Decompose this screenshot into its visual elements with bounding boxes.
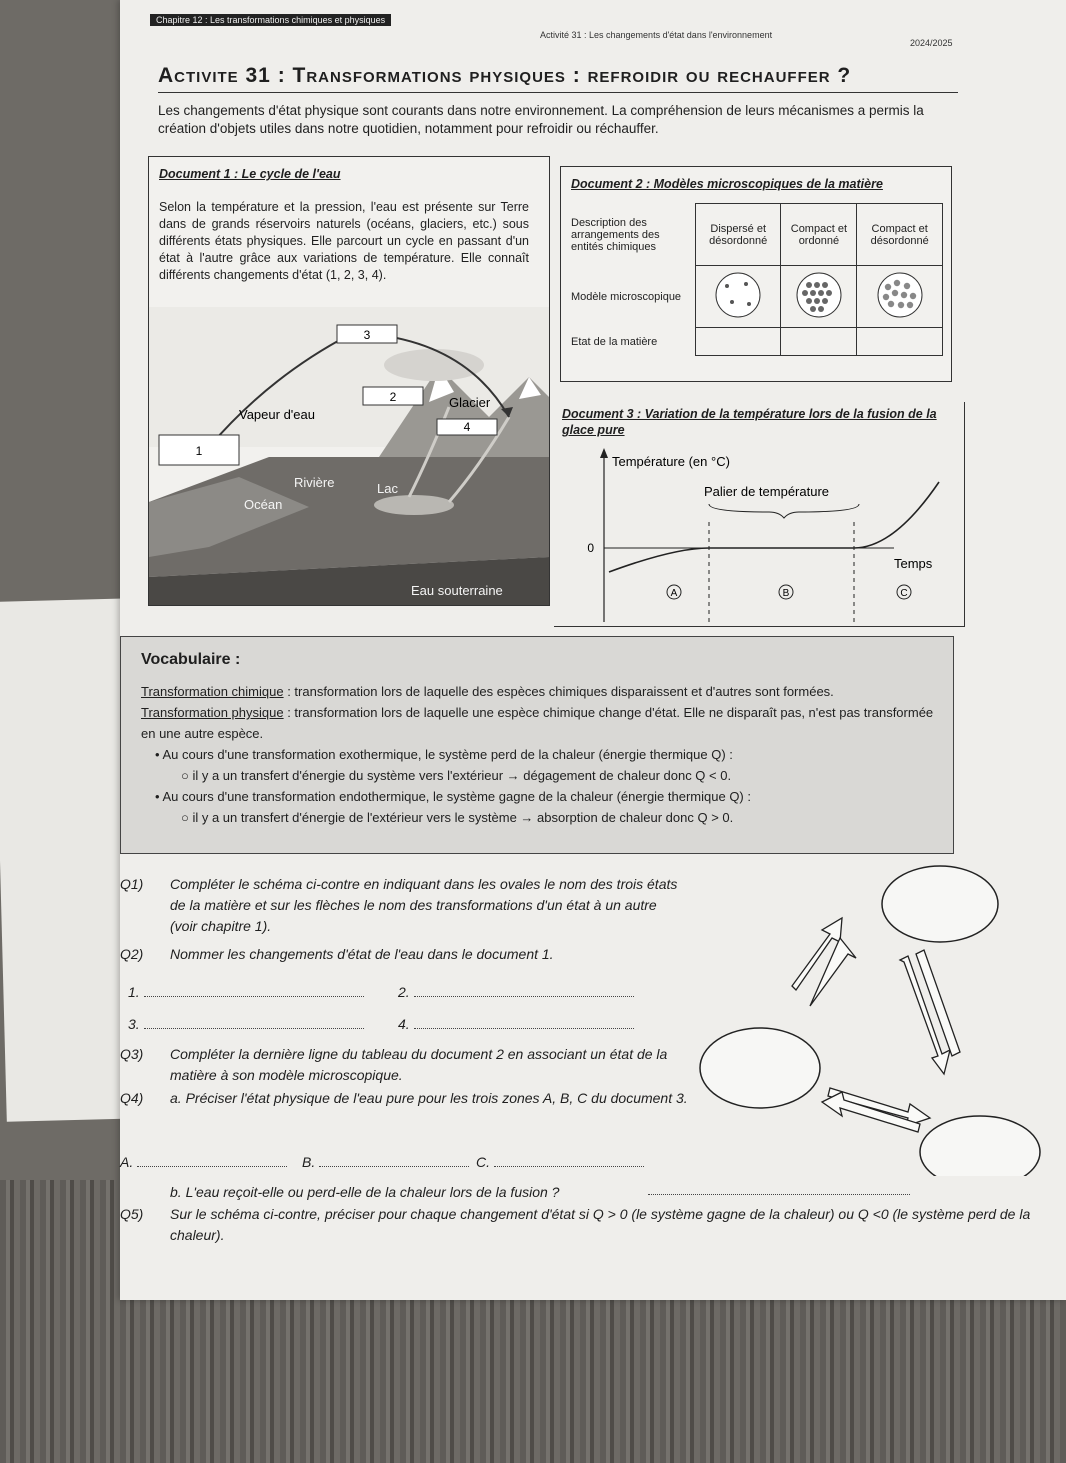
q2-label-3: 3. (128, 1016, 140, 1032)
chapter-header: Chapitre 12 : Les transformations chimiques et physiques (150, 14, 391, 26)
zone-c: C (900, 588, 908, 599)
zone-a: A (670, 588, 678, 599)
vocab-bullet-2: • Au cours d'une transformation endothermique, le système gagne de la chaleur (énergie thermique Q) : (155, 789, 751, 804)
vocab-physical (141, 702, 941, 744)
zone-b: B (782, 588, 790, 599)
label-lac: Lac (377, 481, 398, 496)
q2-answer-3[interactable] (128, 1014, 364, 1035)
activity-header: Activité 31 : Les changements d'état dans l'environnement (540, 30, 773, 40)
q1-text: Compléter le schéma ci-contre en indiquant dans les ovales le nom des trois états de la matière et sur les flèches le nom des transformations d'un état à un autre (voir chapitre 1). (170, 876, 678, 934)
q2-label-2: 2. (398, 984, 410, 1000)
oval-right[interactable] (920, 1116, 1040, 1176)
doc2-row1-label: Description des arrangements des entités chimiques (571, 216, 660, 253)
page-title: Activite 31 : Transformations physiques : refroidir ou rechauffer ? (158, 64, 958, 93)
vocab-content (141, 681, 941, 828)
q4-answer-a[interactable] (120, 1152, 287, 1173)
q4-number: Q4) (120, 1090, 144, 1106)
q2-answer-4[interactable] (398, 1014, 634, 1035)
model-gas (696, 266, 781, 328)
q1-number: Q1) (120, 876, 144, 892)
cycle-number-2: 2 (389, 390, 397, 404)
vocab-subbullet-2: ○ il y a un transfert d'énergie de l'extérieur vers le système → absorption de chaleur donc Q > 0. (181, 810, 734, 825)
graph-ylabel: Température (en °C) (612, 454, 730, 469)
graph-plateau-label: Palier de température (704, 484, 830, 499)
q5-text: Sur le schéma ci-contre, préciser pour chaque changement d'état si Q > 0 (le système gagne de la chaleur) ou Q <0 (le système perd de la chaleur). (170, 1206, 1031, 1243)
doc2-col-gas: Dispersé et désordonné (696, 204, 781, 266)
vocab-chemical-def: : transformation lors de laquelle des espèces chimiques disparaissent et d'autres sont formées. (283, 684, 834, 699)
doc2-row2-label: Modèle microscopique (571, 290, 682, 303)
cycle-number-4: 4 (463, 420, 471, 434)
q4-label-b: B. (302, 1154, 316, 1170)
q3-number: Q3) (120, 1046, 144, 1062)
document-3 (554, 402, 965, 627)
q2-label-4: 4. (398, 1016, 410, 1032)
school-year: 2024/2025 (910, 38, 953, 48)
doc3-title: Document 3 : Variation de la température lors de la fusion de la glace pure (562, 407, 937, 437)
label-riviere: Rivière (294, 475, 335, 490)
graph-xlabel: Temps (894, 556, 933, 571)
q5-number: Q5) (120, 1206, 144, 1222)
doc2-col-liquid: Compact et désordonné (857, 204, 943, 266)
q3-text: Compléter la dernière ligne du tableau du document 2 en associant un état de la matière à son modèle microscopique. (170, 1046, 668, 1083)
q2-label-1: 1. (128, 984, 140, 1000)
vocab-subbullet-1: ○ il y a un transfert d'énergie du système vers l'extérieur → dégagement de chaleur donc Q < 0. (181, 768, 732, 783)
doc2-row3-label: Etat de la matière (571, 335, 658, 348)
graph-zero: 0 (587, 541, 594, 555)
q2-answer-2[interactable] (398, 982, 634, 1003)
label-vapeur: Vapeur d'eau (239, 407, 315, 422)
worksheet-page (120, 0, 1066, 1300)
temperature-graph (554, 442, 964, 626)
q4a-text: a. Préciser l'état physique de l'eau pure pour les trois zones A, B, C du document 3. (170, 1090, 688, 1106)
label-glacier: Glacier (449, 395, 491, 410)
arrow-top-to-left-head (810, 938, 856, 1006)
state-cell-1 (696, 328, 781, 356)
oval-left[interactable] (700, 1028, 820, 1108)
vocab-exo: Au cours d'une transformation exothermique, le système perd de la chaleur (énergie thermique Q) : (162, 747, 733, 762)
vocab-chemical-term: Transformation chimique (141, 684, 284, 699)
cycle-number-1: 1 (195, 444, 203, 458)
state-cell-2 (781, 328, 857, 356)
q2-number: Q2) (120, 946, 144, 962)
states-diagram (680, 856, 1060, 1176)
vocab-title: Vocabulaire : (141, 651, 241, 668)
label-ocean: Océan (244, 497, 283, 512)
q2-answer-1[interactable] (128, 982, 364, 1003)
doc2-table (567, 203, 943, 356)
q4-answer-b[interactable] (302, 1152, 469, 1173)
state-cell-3 (857, 328, 943, 356)
label-eau-souterraine: Eau souterraine (411, 583, 503, 598)
doc2-col-solid: Compact et ordonné (781, 204, 857, 266)
vocab-physical-def: : transformation lors de laquelle une espèce chimique change d'état. Elle ne disparaît pas, n'est pas transformée en une autre espèce. (141, 705, 934, 741)
vocab-physical-term: Transformation physique (141, 705, 284, 720)
model-solid (781, 266, 857, 328)
intro-text: Les changements d'état physique sont courants dans notre environnement. La compréhension de leurs mécanismes a permis la création d'objets utiles dans notre quotidien, notamment pour refroidir ou réchauffer. (158, 103, 924, 136)
vocab-endo: Au cours d'une transformation endothermique, le système gagne de la chaleur (énergie thermique Q) : (162, 789, 751, 804)
water-cycle-illustration (149, 307, 549, 605)
vocab-exo-detail: il y a un transfert d'énergie du système vers l'extérieur → dégagement de chaleur donc Q < 0. (192, 768, 732, 783)
cycle-number-3: 3 (363, 328, 371, 342)
document-2 (560, 166, 952, 382)
q4-answer-c[interactable] (476, 1152, 644, 1173)
doc2-title: Document 2 : Modèles microscopiques de la matière (571, 177, 883, 191)
doc1-title: Document 1 : Le cycle de l'eau (159, 167, 341, 181)
q4-label-c: C. (476, 1154, 490, 1170)
vocab-bullet-1: • Au cours d'une transformation exothermique, le système perd de la chaleur (énergie thermique Q) : (155, 747, 733, 762)
model-liquid (857, 266, 943, 328)
q4b-text: b. L'eau reçoit-elle ou perd-elle de la chaleur lors de la fusion ? (170, 1184, 560, 1200)
vocab-endo-detail: il y a un transfert d'énergie de l'extérieur vers le système → absorption de chaleur donc Q > 0. (192, 810, 734, 825)
vocab-chemical (141, 681, 941, 702)
q4-label-a: A. (120, 1154, 134, 1170)
q2-text: Nommer les changements d'état de l'eau dans le document 1. (170, 946, 554, 962)
document-1 (148, 156, 550, 606)
vocabulary-box (120, 636, 954, 854)
q4b-answer-line[interactable] (648, 1182, 910, 1195)
oval-top[interactable] (882, 866, 998, 942)
doc1-text: Selon la température et la pression, l'eau est présente sur Terre dans de grands réservoirs naturels (océans, glaciers, etc.) sous différents états physiques. Elle parcourt un cycle en passant d'un état à l'autre grâce aux variations de température. Elle connaît différents changements d'état (1, 2, 3, 4). (159, 200, 529, 282)
